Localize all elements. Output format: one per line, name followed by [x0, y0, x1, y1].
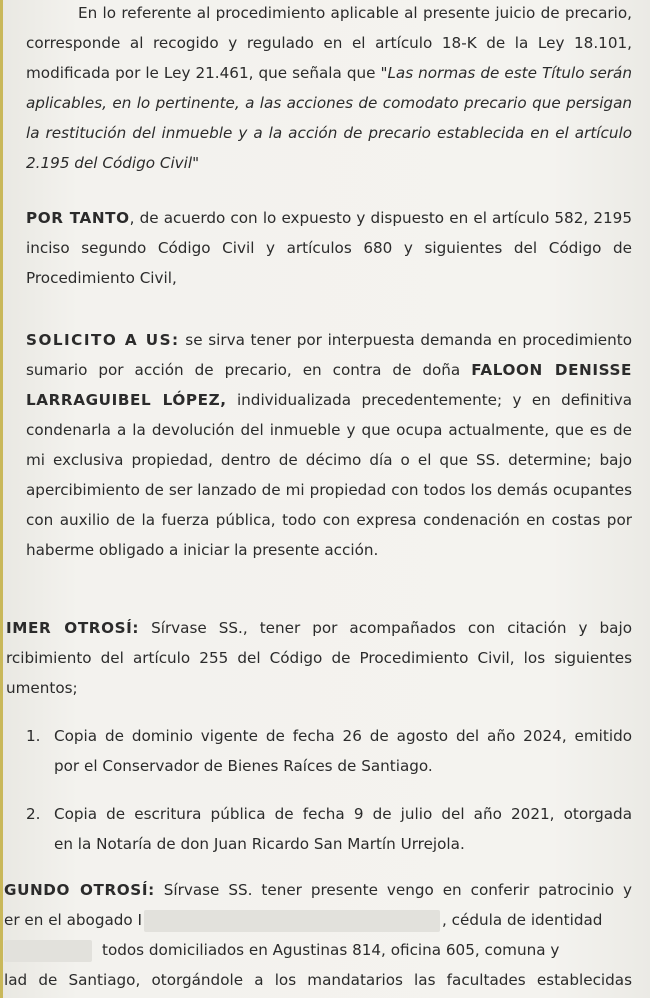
- paragraph-procedimiento: [26, 0, 632, 178]
- paragraph-segundo-otrosi: [4, 875, 632, 995]
- primer-otrosi-line-1: IMER OTROSÍ: Sírvase SS., tener por acompañados con citación y bajo: [6, 619, 632, 637]
- list-number: 2.: [26, 805, 41, 823]
- defendant-name: FALOON DENISSE LARRAGUIBEL LÓPEZ,: [26, 361, 632, 409]
- por-tanto-text: , de acuerdo con lo expuesto y dispuesto en el artículo 582, 2195 inciso segundo Código Civil y artículos 680 y siguientes del Código de Procedimiento Civil,: [26, 209, 632, 287]
- list-item-line-2: en la Notaría de don Juan Ricardo San Martín Urrejola.: [54, 835, 465, 853]
- procedimiento-text: En lo referente al procedimiento aplicable al presente juicio de precario, corresponde al recogido y regulado en el artículo 18-K de la Ley 18.101, modificada por le Ley 21.461, que señala que: [26, 4, 632, 82]
- procedimiento-quote: "Las normas de este Título serán aplicables, en lo pertinente, a las acciones de comodato precario que persigan la restitución del inmueble y a la acción de precario establecida en el artículo 2.195 del Código Civil": [26, 64, 632, 172]
- segundo-otrosi-line-3: todos domiciliados en Agustinas 814, oficina 605, comuna y: [4, 935, 632, 965]
- solicito-label: SOLICITO A US:: [26, 331, 180, 349]
- segundo-otrosi-label: GUNDO OTROSÍ:: [4, 881, 155, 899]
- solicito-text-2: individualizada precedentemente; y en definitiva condenarla a la devolución del inmueble y que ocupa actualmente, que es de mi exclusiva propiedad, dentro de décimo día o el que SS. determine; bajo apercibimiento de ser lanzado de mi propiedad con todos los demás ocupantes con auxilio de la fuerza pública, todo con expresa condenación en costas por haberme obligado a iniciar la presente acción.: [26, 391, 633, 559]
- segundo-otrosi-line-4: lad de Santiago, otorgándole a los mandatarios las facultades establecidas: [4, 971, 632, 989]
- primer-otrosi-line-2: rcibimiento del artículo 255 del Código de Procedimiento Civil, los siguientes: [6, 649, 632, 667]
- redacted-id: [4, 940, 92, 962]
- primer-otrosi-line-3: umentos;: [6, 679, 78, 697]
- list-item-line-1: Copia de escritura pública de fecha 9 de julio del año 2021, otorgada: [54, 805, 632, 823]
- paragraph-por-tanto: [26, 203, 632, 293]
- paragraph-solicito: [26, 325, 632, 565]
- solicito-text-1: se sirva tener por interpuesta demanda en procedimiento sumario por acción de precario, en contra de doña: [26, 331, 632, 379]
- paragraph-primer-otrosi: [6, 613, 632, 703]
- list-number: 1.: [26, 727, 41, 745]
- list-item-line-1: Copia de dominio vigente de fecha 26 de agosto del año 2024, emitido: [54, 727, 632, 745]
- list-item-line-2: por el Conservador de Bienes Raíces de Santiago.: [54, 757, 433, 775]
- por-tanto-label: POR TANTO: [26, 209, 130, 227]
- primer-otrosi-label: IMER OTROSÍ:: [6, 619, 140, 637]
- redacted-name: [144, 910, 440, 932]
- segundo-otrosi-line-2: er en el abogado I , cédula de identidad: [4, 905, 632, 935]
- segundo-otrosi-line-1: GUNDO OTROSÍ: Sírvase SS. tener presente vengo en conferir patrocinio y: [4, 881, 632, 899]
- page-edge: [0, 0, 3, 998]
